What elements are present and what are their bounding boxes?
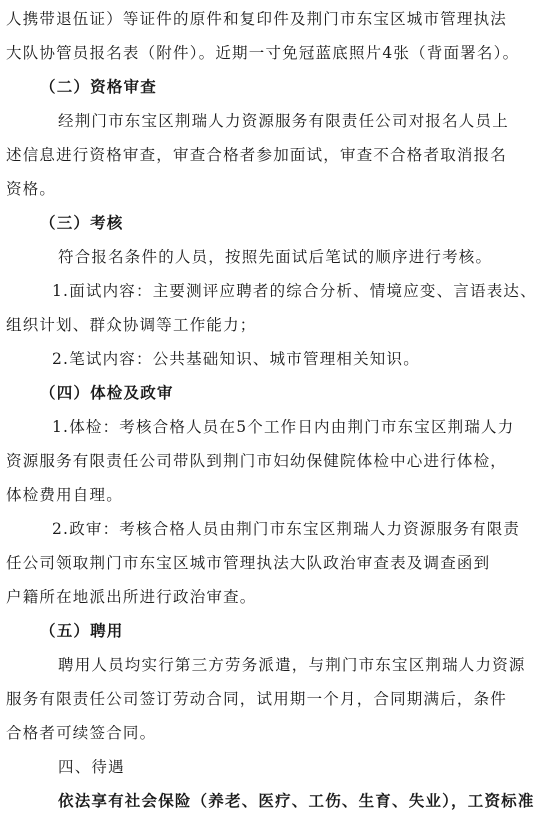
text-line: 1.面试内容：主要测评应聘者的综合分析、情境应变、言语表达、 [52, 282, 537, 300]
text-line: 大队协管员报名表（附件）。近期一寸免冠蓝底照片4张（背面署名）。 [6, 44, 520, 62]
text-line: 2.笔试内容：公共基础知识、城市管理相关知识。 [52, 350, 420, 368]
section-heading: （二）资格审查 [40, 77, 157, 96]
text-line: 1.体检：考核合格人员在5个工作日内由荆门市东宝区荆瑞人力 [52, 418, 515, 436]
text-line: 2.政审：考核合格人员由荆门市东宝区荆瑞人力资源服务有限责 [52, 520, 521, 538]
text-line: 符合报名条件的人员，按照先面试后笔试的顺序进行考核。 [58, 248, 493, 266]
text-line: 体检费用自理。 [6, 486, 123, 504]
chapter-heading: 四、待遇 [58, 758, 125, 776]
text-line: 资源服务有限责任公司带队到荆门市妇幼保健院体检中心进行体检， [6, 452, 508, 470]
text-line: 户籍所在地派出所进行政治审查。 [6, 588, 257, 606]
text-line: 任公司领取荆门市东宝区城市管理执法大队政治审查表及调查函到 [6, 554, 491, 572]
text-line: 人携带退伍证）等证件的原件和复印件及荆门市东宝区城市管理执法 [6, 10, 508, 28]
section-heading: （三）考核 [40, 213, 124, 232]
text-line: 经荆门市东宝区荆瑞人力资源服务有限责任公司对报名人员上 [58, 112, 509, 130]
section-heading: （五）聘用 [40, 621, 124, 640]
text-line: 服务有限责任公司签订劳动合同，试用期一个月，合同期满后，条件 [6, 690, 508, 708]
text-line: 资格。 [6, 180, 57, 198]
text-line: 聘用人员均实行第三方劳务派遣，与荆门市东宝区荆瑞人力资源 [58, 656, 526, 674]
text-line-emphasis: 依法享有社会保险（养老、医疗、工伤、生育、失业），工资标准 [58, 791, 535, 810]
text-line: 合格者可续签合同。 [6, 724, 157, 742]
text-line: 组织计划、群众协调等工作能力； [6, 316, 257, 334]
section-heading: （四）体检及政审 [40, 383, 174, 402]
text-line: 述信息进行资格审查，审查合格者参加面试，审查不合格者取消报名 [6, 146, 508, 164]
